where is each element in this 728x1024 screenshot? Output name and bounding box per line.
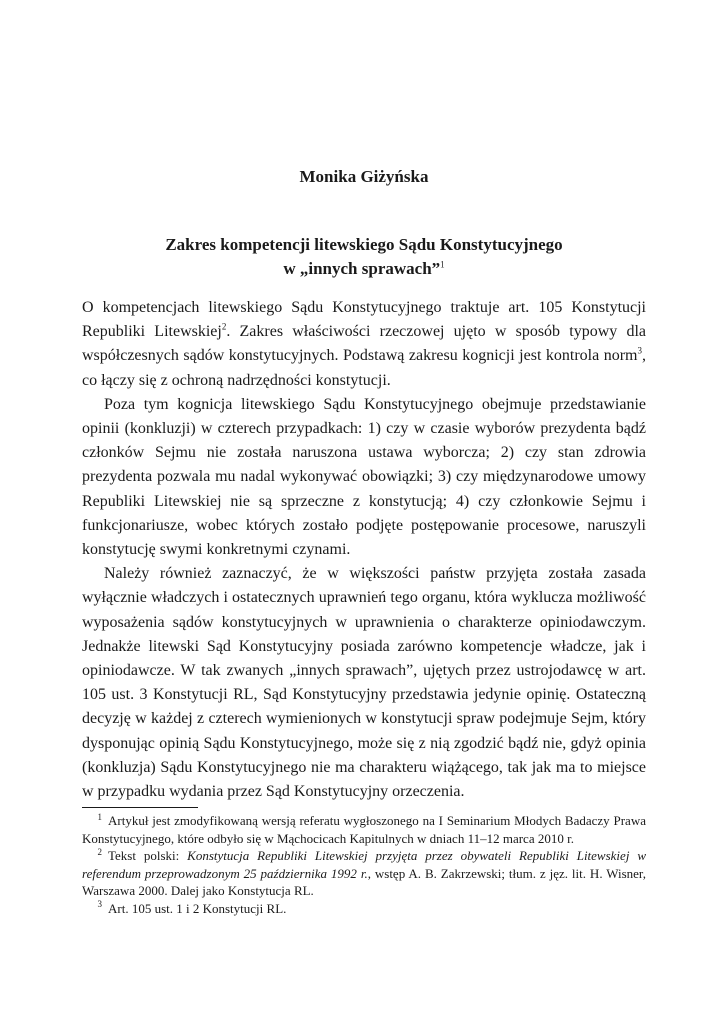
author-name: Monika Giżyńska: [299, 167, 429, 186]
article-title: [82, 233, 646, 281]
title-line-2: [82, 257, 646, 281]
article-body: [82, 296, 646, 804]
footnote-1: 1 Artykuł jest zmodyfikowaną wersją referatu wygłoszonego na I Seminarium Młodych Badaczy Prawa Konstytucyjnego, które odbyło się w Mąchocicach Kapitulnych w dniach 11–12 marca 2010 r.: [82, 811, 646, 846]
title-line-2-text: w „innych sprawach”: [283, 259, 441, 278]
footnotes: [82, 812, 646, 917]
paragraph-1-part-c: , co łączy się z ochroną nadrzędności konstytucji.: [82, 347, 646, 389]
footnote-ref-2[interactable]: 2: [221, 321, 227, 332]
footnote-2: 2 Tekst polski: Konstytucja Republiki Litewskiej przyjęta przez obywateli Republiki Litewskiej w referendum przeprowadzonym 25 października 1992 r., wstęp A. B. Zakrzewski; tłum. z jęz. lit. H. Wisner, Warszawa 2000. Dalej jako Konstytucja RL.: [82, 846, 646, 898]
footnote-ref-3[interactable]: 3: [637, 346, 642, 357]
title-line-1: Zakres kompetencji litewskiego Sądu Konstytucyjnego: [165, 235, 563, 254]
paragraph-1: [82, 296, 646, 393]
paragraph-1-part-a: O kompetencjach litewskiego Sądu Konstytucyjnego traktuje art. 105 Konstytucji Republiki Litewskiej: [82, 299, 646, 341]
footnote-2-italic-title: Konstytucja Republiki Litewskiej przyjęta przez obywateli Republiki Litewskiej w referendum przeprowadzonym 25 października 1992 r.: [82, 848, 646, 881]
footnote-3: 3 Art. 105 ust. 1 i 2 Konstytucji RL.: [97, 899, 287, 916]
footnote-1-text: Artykuł jest zmodyfikowaną wersją referatu wygłoszonego na I Seminarium Młodych Badaczy Prawa Konstytucyjnego, które odbyło się w Mąchocicach Kapitulnych w dniach 11–12 marca 2010 r.: [82, 813, 646, 846]
footnote-2-prefix: Tekst polski:: [108, 848, 188, 863]
footnote-2-suffix: , wstęp A. B. Zakrzewski; tłum. z jęz. lit. H. Wisner, Warszawa 2000. Dalej jako Konstytucja RL.: [82, 865, 646, 898]
paragraph-3: Należy również zaznaczyć, że w większości państw przyjęta została zasada wyłącznie władczych i ostatecznych uprawnień tego organu, która wyklucza możliwość wyposażenia sądów konstytucyjnych w uprawnienia o charakterze opiniodawczym. Jednakże litewski Sąd Konstytucyjny posiada zarówno kompetencje władcze, jak i opiniodawcze. W tak zwanych „innych sprawach”, ujętych przez ustrojodawcę w art. 105 ust. 3 Konstytucji RL, Sąd Konstytucyjny przedstawia jedynie opinię. Ostateczną decyzję w każdej z czterech wymienionych w konstytucji spraw podejmuje Sejm, który dysponując opinią Sądu Konstytucyjnego, może się z nią zgodzić bądź nie, gdyż opinia (konkluzja) Sądu Konstytucyjnego nie ma charakteru wiążącego, tak jak ma to miejsce w przypadku wydania przez Sąd Konstytucyjny orzeczenia.: [82, 565, 646, 801]
paragraph-1-part-b: . Zakres właściwości rzeczowej ujęto w sposób typowy dla współczesnych sądów konstytucyjnych. Podstawą zakresu kognicji jest kontrola norm: [82, 323, 646, 365]
footnote-divider: [82, 807, 198, 808]
paragraph-2: Poza tym kognicja litewskiego Sądu Konstytucyjnego obejmuje przedstawianie opinii (konkluzji) w czterech przypadkach: 1) czy w czasie wyborów prezydenta bądź członków Sejmu nie została naruszona ustawa wyborcza; 2) czy stan zdrowia prezydenta pozwala mu nadal wykonywać obowiązki; 3) czy międzynarodowe umowy Republiki Litewskiej nie są sprzeczne z konstytucją; 4) czy członkowie Sejmu i funkcjonariusze, wobec których zostało podjęte postępowanie procesowe, naruszyli konstytucję swymi konkretnymi czynami.: [82, 395, 646, 559]
footnote-3-text: Art. 105 ust. 1 i 2 Konstytucji RL.: [108, 900, 287, 916]
title-footnote-ref[interactable]: 1: [440, 259, 445, 270]
